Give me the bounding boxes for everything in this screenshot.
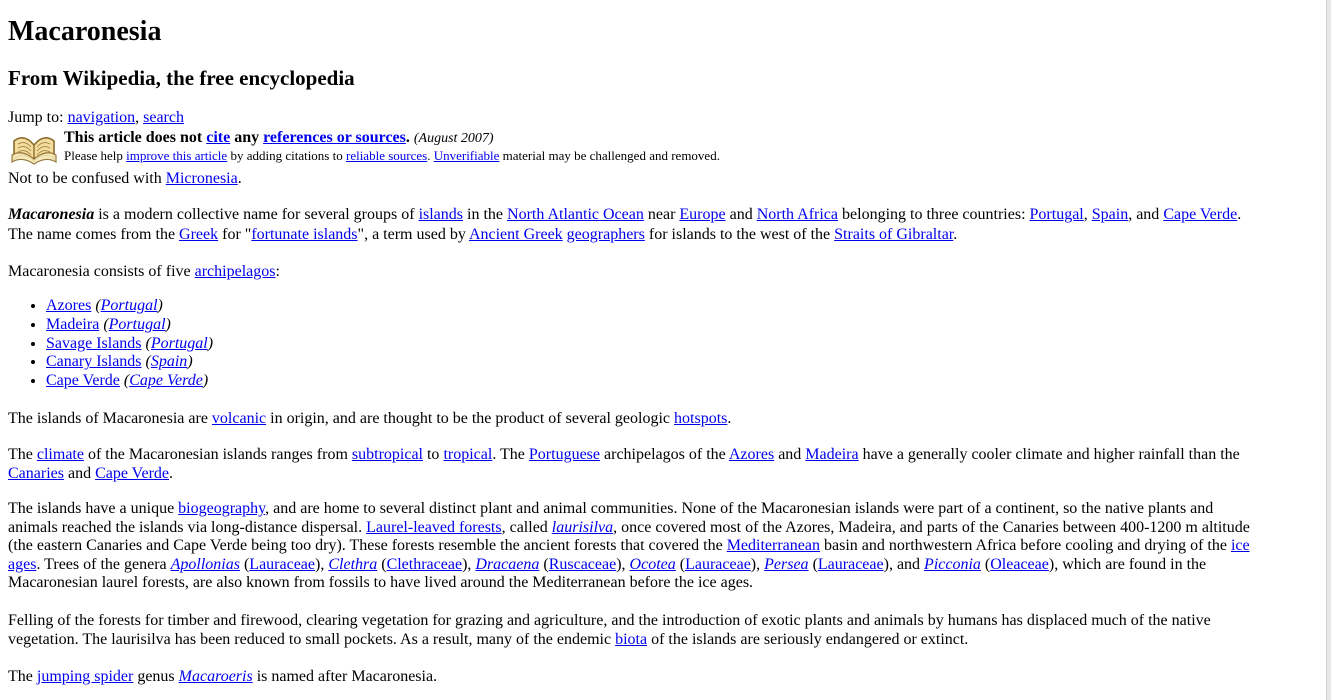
para-text: (the eastern Canaries and Cape Verde being too dry). These forests resemble the ancient forests that covered the (8, 537, 723, 555)
ruscaceae-link[interactable]: Ruscaceae (548, 555, 617, 573)
para-text: and (778, 446, 802, 463)
para-text: The islands have a unique (8, 500, 175, 517)
laurel-forests-link[interactable]: Laurel-leaved forests (366, 518, 502, 536)
intro-text: near (647, 206, 676, 223)
lauraceae-link[interactable]: Lauraceae (249, 555, 316, 573)
intro-bold-title: Macaronesia (8, 206, 95, 223)
dracaena-link[interactable]: Dracaena (475, 555, 540, 573)
geographers-link[interactable]: geographers (566, 226, 645, 243)
notice-line-1 (64, 128, 494, 148)
para-text: The (8, 668, 33, 685)
notice-line-2 (64, 148, 720, 164)
jump-label: Jump to: (8, 109, 64, 126)
islands-link[interactable]: islands (418, 206, 464, 223)
cite-link[interactable]: cite (206, 129, 231, 146)
intro-text: The name comes from the (8, 226, 176, 243)
jump-links (8, 108, 184, 127)
page-title: Macaronesia (8, 16, 162, 47)
intro-text: ", a term used by (357, 226, 466, 243)
archipelagos-link[interactable]: archipelagos (194, 263, 276, 280)
ice-ages-link[interactable]: ice (1230, 537, 1250, 555)
improve-article-link[interactable]: improve this article (126, 148, 228, 163)
volcanic-paragraph (8, 409, 731, 428)
intro-text: . (953, 226, 958, 243)
cape-verde-link[interactable]: Cape Verde (1163, 206, 1238, 223)
para-text: , and (888, 555, 921, 573)
para-text: . (727, 410, 732, 427)
spider-paragraph (8, 667, 437, 686)
para-text: . (169, 465, 173, 482)
azores-link[interactable]: Azores (728, 446, 775, 463)
climate-paragraph (8, 445, 1313, 483)
para-text: Felling of the forests for timber and firewood, clearing vegetation for grazing and agriculture, and the introduction of exotic plants and animals by humans has displaced much of the native (8, 612, 1211, 629)
clethra-link[interactable]: Clethra (328, 555, 378, 573)
persea-link[interactable]: Persea (764, 555, 809, 573)
list-item: • Cape Verde (Cape Verde) (46, 372, 213, 391)
clethraceae-link[interactable]: Clethraceae (386, 555, 463, 573)
para-text: , and are home to several distinct plant and animal communities. None of the Macaronesian islands were part of a continent, so the native plants and (265, 500, 1214, 517)
biota-link[interactable]: biota (615, 631, 648, 648)
country-link[interactable]: Portugal (108, 315, 166, 333)
felling-paragraph (8, 611, 1313, 649)
country-link[interactable]: Portugal (100, 297, 158, 314)
references-link[interactable]: references or sources (263, 129, 406, 146)
para-text: . Trees of the genera (36, 555, 167, 573)
notice-help-text: Please help (64, 148, 123, 163)
gibraltar-link[interactable]: Straits of Gibraltar (834, 226, 954, 243)
fortunate-islands-link[interactable]: fortunate islands (251, 226, 358, 243)
lauraceae-link[interactable]: Lauraceae (817, 555, 884, 573)
country-link[interactable]: Portugal (150, 334, 208, 352)
archipelago-list (8, 297, 213, 391)
para-text: in origin, and are thought to be the product of several geologic (270, 410, 671, 427)
unverifiable-link[interactable]: Unverifiable (433, 148, 500, 163)
subtropical-link[interactable]: subtropical (351, 446, 423, 463)
consists-paragraph (8, 262, 280, 281)
jump-search-link[interactable]: search (143, 109, 184, 126)
para-text: of the islands are seriously endangered or extinct. (651, 631, 969, 648)
list-item: • Azores (Portugal) (46, 297, 213, 316)
country-link[interactable]: Spain (150, 353, 188, 371)
spain-link[interactable]: Spain (1091, 206, 1129, 223)
jumping-spider-link[interactable]: jumping spider (36, 668, 134, 685)
north-africa-link[interactable]: North Africa (756, 206, 839, 223)
notice-text-2: any (234, 129, 260, 146)
vertical-scrollbar[interactable] (1326, 0, 1331, 700)
portuguese-link[interactable]: Portuguese (528, 446, 601, 463)
para-text: archipelagos of the (604, 446, 726, 463)
consists-text: Macaronesia consists of five (8, 263, 191, 280)
oleaceae-link[interactable]: Oleaceae (990, 555, 1049, 573)
hotspots-link[interactable]: hotspots (674, 410, 728, 427)
intro-text: is a modern collective name for several groups of (98, 206, 415, 223)
canaries-link[interactable]: Canaries (8, 465, 64, 482)
ocotea-link[interactable]: Ocotea (629, 555, 676, 573)
intro-text: and (729, 206, 753, 223)
intro-text: . (1237, 206, 1242, 223)
notice-text-3: . (405, 129, 410, 146)
biogeography-link[interactable]: biogeography (178, 500, 266, 517)
intro-text: belonging to three countries: (842, 206, 1026, 223)
country-link[interactable]: Cape Verde (129, 372, 203, 390)
confuse-text: Not to be confused with (8, 170, 162, 187)
volcanic-link[interactable]: volcanic (211, 410, 267, 427)
para-text: The (8, 446, 33, 463)
para-text: animals reached the islands via long-distance dispersal. (8, 518, 363, 536)
archipelago-link[interactable]: Canary Islands (46, 353, 142, 371)
para-text: is named after Macaronesia. (256, 668, 438, 685)
portugal-link[interactable]: Portugal (1029, 206, 1084, 223)
reliable-sources-link[interactable]: reliable sources (345, 148, 428, 163)
micronesia-link[interactable]: Micronesia (165, 170, 238, 187)
para-text: have a generally cooler climate and higher rainfall than the (862, 446, 1240, 463)
tropical-link[interactable]: tropical (443, 446, 493, 463)
para-text: to (426, 446, 440, 463)
intro-text: for " (222, 226, 252, 243)
para-text: basin and northwestern Africa before cooling and drying of the (823, 537, 1227, 555)
archipelago-link[interactable]: Azores (46, 297, 92, 314)
mediterranean-link[interactable]: Mediterranean (726, 537, 820, 555)
macaroeris-link[interactable]: Macaroeris (178, 668, 253, 685)
consists-end: : (275, 263, 280, 280)
para-text: The islands of Macaronesia are (8, 410, 208, 427)
list-item: • Canary Islands (Spain) (46, 353, 213, 372)
cape-verde-link[interactable]: Cape Verde (95, 465, 169, 482)
jump-navigation-link[interactable]: navigation (67, 109, 136, 126)
disambiguation-note (8, 169, 242, 188)
notice-date: (August 2007) (413, 131, 494, 146)
archipelago-link[interactable]: Madeira (46, 315, 100, 333)
jump-sep: , (135, 109, 140, 126)
confuse-end: . (237, 170, 242, 187)
archipelago-link[interactable]: Savage Islands (46, 334, 142, 352)
climate-link[interactable]: climate (36, 446, 84, 463)
para-text: and (67, 465, 92, 482)
notice-help-text-2: by adding citations to (230, 148, 343, 163)
ancient-greek-link[interactable]: Ancient Greek (468, 226, 563, 243)
intro-paragraph (8, 205, 1313, 244)
madeira-link[interactable]: Madeira (805, 446, 859, 463)
notice-help-text-3: . (427, 148, 431, 163)
picconia-link[interactable]: Picconia (924, 555, 981, 573)
para-text: of the Macaronesian islands ranges from (87, 446, 348, 463)
greek-link[interactable]: Greek (179, 226, 219, 243)
ice-ages-link[interactable]: ages (8, 555, 37, 573)
lauraceae-link[interactable]: Lauraceae (685, 555, 751, 573)
apollonias-link[interactable]: Apollonias (170, 555, 240, 573)
para-text: , once covered most of the Azores, Madeira, and parts of the Canaries between 400-1200 m altitude (613, 518, 1250, 536)
europe-link[interactable]: Europe (679, 206, 726, 223)
notice-help-text-4: material may be challenged and removed. (502, 148, 720, 163)
list-item: • Madeira (Portugal) (46, 316, 213, 335)
para-text: , called (501, 518, 548, 536)
notice-text-1: This article does not (64, 129, 203, 146)
intro-text: in the (467, 206, 504, 223)
north-atlantic-link[interactable]: North Atlantic Ocean (507, 206, 644, 223)
laurisilva-link[interactable]: laurisilva (551, 518, 614, 536)
archipelago-link[interactable]: Cape Verde (46, 372, 120, 390)
page-subtitle: From Wikipedia, the free encyclopedia (8, 66, 355, 90)
biogeography-paragraph: The islands have a unique biogeography, and are home to several distinct plant and animal communities. None of the Macaronesian islands were part of a continent, so the native plants and animals reached the islands via long-distance dispersal. Laurel-leaved forests, called laurisilva, once covered most of the Azores, Madeira, and parts of the Canaries between 400-1200 m altitude (the eastern Canaries and Cape Verde being too dry). These forests resemble the ancient forests that covered the Mediterranean basin and northwestern Africa before cooling and drying of the ice ages. Trees of the genera Apollonias (Lauraceae), Clethra (Clethraceae), Dracaena (Ruscaceae), Ocotea (Lauraceae), Persea (Lauraceae), and Picconia (Oleaceae), which are found in the Macaronesian laurel forests, are also known from fossils to have lived around the Mediterranean before the ice ages. (8, 500, 1250, 592)
para-text: . The (492, 446, 525, 463)
para-text: genus (137, 668, 175, 685)
intro-text: , (1083, 206, 1088, 223)
intro-text: for islands to the west of the (648, 226, 831, 243)
para-text: vegetation. The laurisilva has been reduced to small pockets. As a result, many of the endemic (8, 631, 612, 648)
intro-text: , and (1128, 206, 1160, 223)
para-text: ), which are found in the (1048, 555, 1207, 573)
para-text: Macaronesian laurel forests, are also known from fossils to have lived around the Mediterranean before the ice ages. (8, 574, 754, 592)
unreferenced-notice (8, 128, 908, 168)
book-icon (10, 129, 58, 165)
list-item: • Savage Islands (Portugal) (46, 335, 213, 354)
